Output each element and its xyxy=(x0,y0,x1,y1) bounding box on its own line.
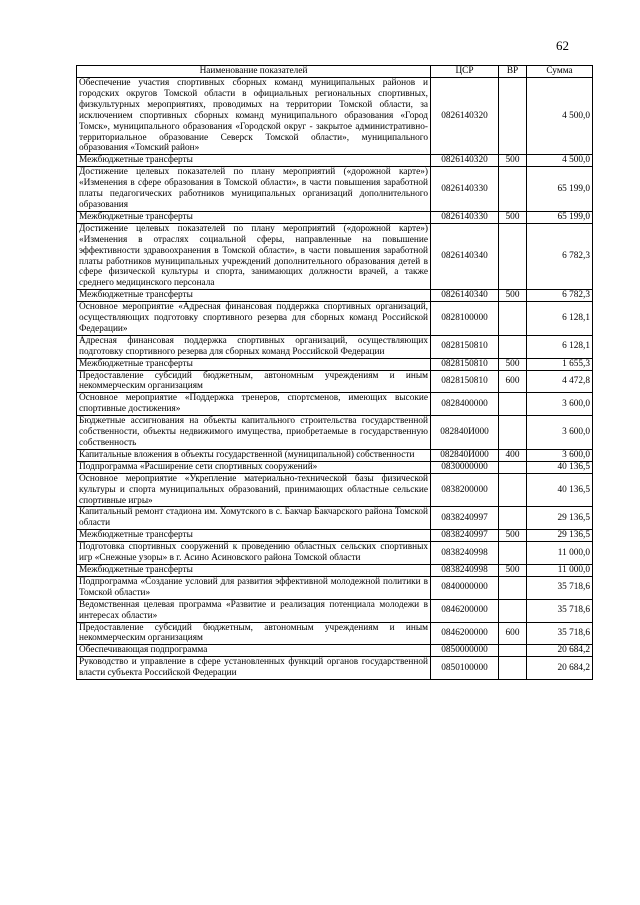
row-code: 0838240998 xyxy=(431,542,499,565)
row-vr xyxy=(499,335,527,358)
row-name: Подпрограмма «Расширение сети спортивных сооружений» xyxy=(77,461,431,473)
row-code: 0838240997 xyxy=(431,530,499,542)
row-name: Ведомственная целевая программа «Развитие и реализация потенциала молодежи в интересах области» xyxy=(77,599,431,622)
row-sum: 4 500,0 xyxy=(527,155,593,167)
row-vr xyxy=(499,542,527,565)
row-sum: 11 000,0 xyxy=(527,542,593,565)
row-name: Достижение целевых показателей по плану мероприятий («дорожной карте») «Изменения в сфере образования в Томской области», в части повышения заработной платы педагогических работников муниципальных организаций дополнительного образования xyxy=(77,167,431,212)
row-code: 0826140320 xyxy=(431,78,499,155)
row-code: 0830000000 xyxy=(431,461,499,473)
row-vr xyxy=(499,473,527,507)
row-code: 0840000000 xyxy=(431,576,499,599)
table-row xyxy=(77,542,593,565)
row-sum: 35 718,6 xyxy=(527,622,593,645)
row-name: Межбюджетные трансферты xyxy=(77,564,431,576)
row-sum: 20 684,2 xyxy=(527,657,593,680)
table-row xyxy=(77,449,593,461)
row-vr xyxy=(499,576,527,599)
row-code: 0850100000 xyxy=(431,657,499,680)
row-sum: 4 472,8 xyxy=(527,370,593,393)
row-vr xyxy=(499,78,527,155)
row-code: 0828150810 xyxy=(431,358,499,370)
row-sum: 3 600,0 xyxy=(527,416,593,450)
table-row xyxy=(77,78,593,155)
row-code: 0826140340 xyxy=(431,223,499,289)
row-sum: 6 782,3 xyxy=(527,223,593,289)
table-row xyxy=(77,211,593,223)
table-row xyxy=(77,599,593,622)
row-sum: 6 128,1 xyxy=(527,335,593,358)
row-code: 0828400000 xyxy=(431,393,499,416)
row-sum: 40 136,5 xyxy=(527,461,593,473)
table-row xyxy=(77,370,593,393)
row-code: 0826140320 xyxy=(431,155,499,167)
table-row xyxy=(77,393,593,416)
row-name: Подготовка спортивных сооружений к проведению областных сельских спортивных игр «Снежные узоры» в г. Асино Асиновского района Томской области xyxy=(77,542,431,565)
header-code: ЦСР xyxy=(431,66,499,78)
row-vr: 500 xyxy=(499,290,527,302)
table-row xyxy=(77,645,593,657)
row-code: 0838240998 xyxy=(431,564,499,576)
row-vr xyxy=(499,302,527,336)
row-name: Обеспечение участия спортивных сборных команд муниципальных районов и городских округов Томской области в официальных региональных спортивных, физкультурных мероприятиях, проводимых на территории Томской области, за исключением спортивных сборных команд муниципального образования «Город Томск», муниципального образования «Городской округ - закрытое административно-территориальное образование Северск Томской области», муниципального образования «Томский район» xyxy=(77,78,431,155)
table-row xyxy=(77,622,593,645)
row-vr: 400 xyxy=(499,449,527,461)
table-row xyxy=(77,155,593,167)
row-name: Основное мероприятие «Адресная финансовая поддержка спортивных организаций, осуществляющих подготовку спортивного резерва для сборных команд Российской Федерации» xyxy=(77,302,431,336)
row-name: Межбюджетные трансферты xyxy=(77,358,431,370)
row-vr xyxy=(499,223,527,289)
row-code: 0838200000 xyxy=(431,473,499,507)
row-sum: 6 782,3 xyxy=(527,290,593,302)
row-vr xyxy=(499,416,527,450)
table-row xyxy=(77,576,593,599)
row-vr: 500 xyxy=(499,211,527,223)
header-name: Наименование показателей xyxy=(77,66,431,78)
row-vr: 500 xyxy=(499,530,527,542)
row-code: 0826140340 xyxy=(431,290,499,302)
row-sum: 29 136,5 xyxy=(527,530,593,542)
row-vr xyxy=(499,507,527,530)
row-name: Предоставление субсидий бюджетным, автономным учреждениям и иным некоммерческим организациям xyxy=(77,622,431,645)
table-row xyxy=(77,564,593,576)
row-sum: 29 136,5 xyxy=(527,507,593,530)
table-row xyxy=(77,335,593,358)
row-vr: 600 xyxy=(499,370,527,393)
header-vr: ВР xyxy=(499,66,527,78)
row-code: 0838240997 xyxy=(431,507,499,530)
table-row xyxy=(77,358,593,370)
row-vr xyxy=(499,645,527,657)
row-name: Межбюджетные трансферты xyxy=(77,155,431,167)
row-name: Основное мероприятие «Укрепление материально-технической базы физической культуры и спорта муниципальных образований, принимающих областные сельские спортивные игры» xyxy=(77,473,431,507)
row-sum: 3 600,0 xyxy=(527,449,593,461)
row-vr xyxy=(499,393,527,416)
row-code: 0846200000 xyxy=(431,622,499,645)
row-sum: 20 684,2 xyxy=(527,645,593,657)
row-sum: 1 655,3 xyxy=(527,358,593,370)
row-sum: 11 000,0 xyxy=(527,564,593,576)
header-sum: Сумма xyxy=(527,66,593,78)
row-name: Подпрограмма «Создание условий для развития эффективной молодежной политики в Томской области» xyxy=(77,576,431,599)
row-name: Основное мероприятие «Поддержка тренеров, спортсменов, имеющих высокие спортивные достижения» xyxy=(77,393,431,416)
table-row xyxy=(77,223,593,289)
table-row xyxy=(77,657,593,680)
table-row xyxy=(77,416,593,450)
row-vr xyxy=(499,461,527,473)
table-row xyxy=(77,290,593,302)
row-vr xyxy=(499,657,527,680)
row-name: Бюджетные ассигнования на объекты капитального строительства государственной собственности, объекты недвижимого имущества, приобретаемые в государственную собственность xyxy=(77,416,431,450)
row-name: Капитальные вложения в объекты государственной (муниципальной) собственности xyxy=(77,449,431,461)
table-row xyxy=(77,473,593,507)
row-vr: 500 xyxy=(499,358,527,370)
row-sum: 40 136,5 xyxy=(527,473,593,507)
row-vr: 500 xyxy=(499,564,527,576)
row-code: 0846200000 xyxy=(431,599,499,622)
table-row xyxy=(77,461,593,473)
row-sum: 35 718,6 xyxy=(527,599,593,622)
row-code: 0828150810 xyxy=(431,335,499,358)
budget-table xyxy=(76,65,593,680)
row-sum: 65 199,0 xyxy=(527,167,593,212)
row-name: Руководство и управление в сфере установленных функций органов государственной власти субъекта Российской Федерации xyxy=(77,657,431,680)
table-row xyxy=(77,530,593,542)
page-number: 62 xyxy=(556,38,569,53)
table-header-row xyxy=(77,66,593,78)
row-code: 0828100000 xyxy=(431,302,499,336)
table-row xyxy=(77,167,593,212)
row-vr xyxy=(499,599,527,622)
row-code: 0826140330 xyxy=(431,211,499,223)
row-name: Межбюджетные трансферты xyxy=(77,530,431,542)
table-row xyxy=(77,507,593,530)
table-row xyxy=(77,302,593,336)
row-sum: 6 128,1 xyxy=(527,302,593,336)
row-sum: 4 500,0 xyxy=(527,78,593,155)
row-code: 0826140330 xyxy=(431,167,499,212)
row-name: Межбюджетные трансферты xyxy=(77,211,431,223)
row-name: Предоставление субсидий бюджетным, автономным учреждениям и иным некоммерческим организациям xyxy=(77,370,431,393)
row-vr: 500 xyxy=(499,155,527,167)
row-vr: 600 xyxy=(499,622,527,645)
row-code: 0828150810 xyxy=(431,370,499,393)
row-code: 082840И000 xyxy=(431,449,499,461)
row-name: Обеспечивающая подпрограмма xyxy=(77,645,431,657)
row-name: Достижение целевых показателей по плану мероприятий («дорожной карте») «Изменения в отраслях социальной сферы, направленные на повышение эффективности здравоохранения в Томской области», в части повышения заработной платы работников муниципальных учреждений дополнительного образования детей в сфере физической культуры и спорта, занимающих должности врачей, а также среднего медицинского персонала xyxy=(77,223,431,289)
row-sum: 65 199,0 xyxy=(527,211,593,223)
row-name: Межбюджетные трансферты xyxy=(77,290,431,302)
row-sum: 35 718,6 xyxy=(527,576,593,599)
row-code: 082840И000 xyxy=(431,416,499,450)
row-code: 0850000000 xyxy=(431,645,499,657)
row-name: Капитальный ремонт стадиона им. Хомутского в с. Бакчар Бакчарского района Томской области xyxy=(77,507,431,530)
row-sum: 3 600,0 xyxy=(527,393,593,416)
row-vr xyxy=(499,167,527,212)
row-name: Адресная финансовая поддержка спортивных организаций, осуществляющих подготовку спортивного резерва для сборных команд Российской Федерации xyxy=(77,335,431,358)
